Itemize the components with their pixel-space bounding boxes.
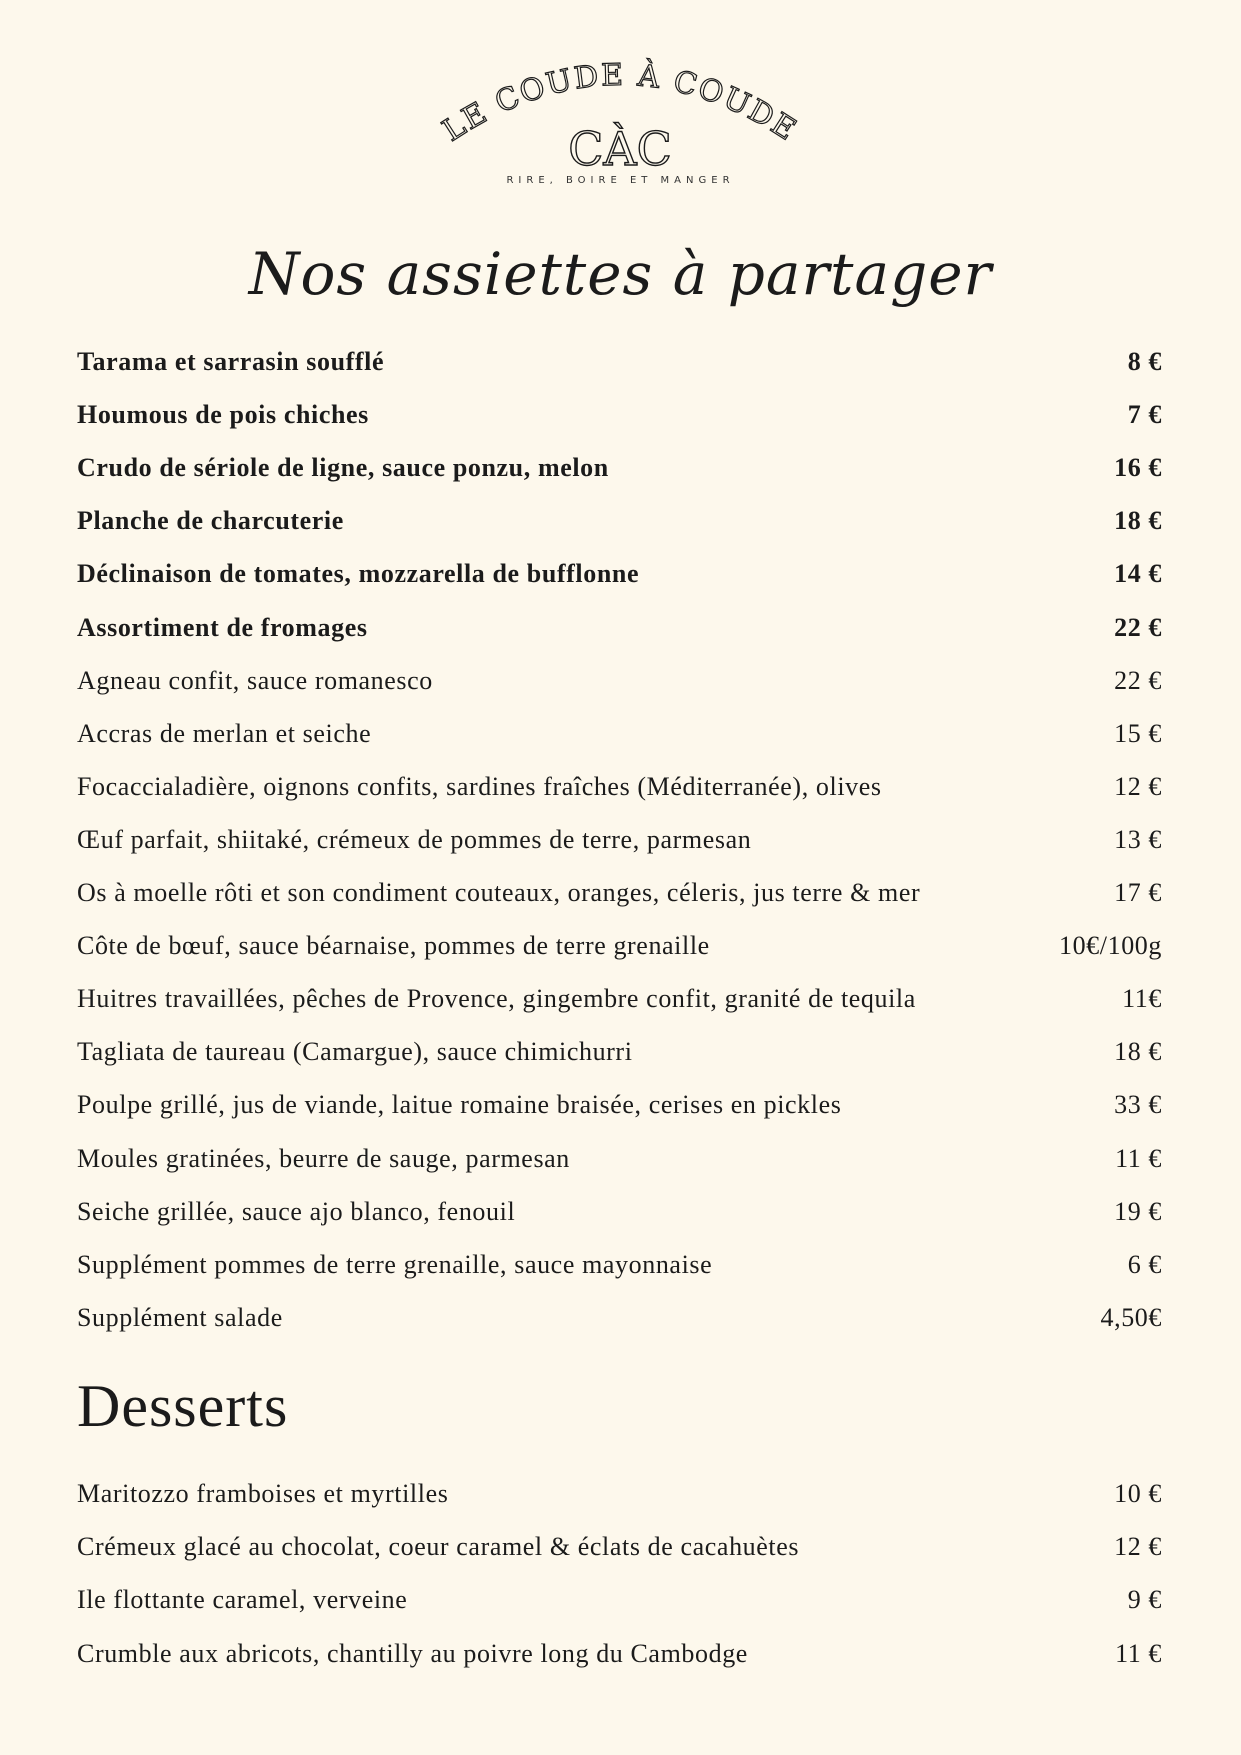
- menu-item: [77, 448, 1162, 488]
- item-price: 18 €: [1114, 506, 1162, 536]
- item-name: Moules gratinées, beurre de sauge, parmesan: [77, 1143, 570, 1173]
- item-price: 10 €: [1114, 1479, 1162, 1508]
- menu-item: [77, 342, 1162, 382]
- menu-item: [77, 554, 1162, 594]
- logo-monogram: CÀC: [568, 122, 672, 176]
- menu-item: [77, 767, 1162, 807]
- item-name: Seiche grillée, sauce ajo blanco, fenouil: [77, 1196, 516, 1226]
- menu-item: [77, 873, 1162, 913]
- item-name: Poulpe grillé, jus de viande, laitue romaine braisée, cerises en pickles: [77, 1090, 842, 1120]
- item-name: Huitres travaillées, pêches de Provence, gingembre confit, granité de tequila: [77, 984, 916, 1014]
- item-price: 13 €: [1114, 824, 1162, 854]
- item-name: Crumble aux abricots, chantilly au poivre long du Cambodge: [77, 1638, 748, 1668]
- menu-item: [77, 661, 1162, 701]
- item-name: Crémeux glacé au chocolat, coeur caramel & éclats de cacahuètes: [77, 1532, 800, 1562]
- item-name: Œuf parfait, shiitaké, crémeux de pommes de terre, parmesan: [77, 824, 752, 854]
- menu-item: [77, 1527, 1162, 1567]
- logo-name: LE COUDE À COUDE: [436, 57, 804, 149]
- item-price: 4,50€: [1100, 1302, 1162, 1332]
- item-price: 14 €: [1114, 559, 1162, 589]
- item-name: Tagliata de taureau (Camargue), sauce chimichurri: [77, 1037, 633, 1067]
- menu-item: [77, 1474, 1162, 1514]
- menu-item: [77, 714, 1162, 754]
- item-name: Focaccialadière, oignons confits, sardines fraîches (Méditerranée), olives: [77, 771, 882, 801]
- item-name: Accras de merlan et seiche: [77, 718, 372, 748]
- menu-item: [77, 1085, 1162, 1125]
- item-price: 11 €: [1115, 1638, 1162, 1668]
- tagline: RIRE, BOIRE ET MANGER: [506, 175, 735, 186]
- item-price: 12 €: [1114, 771, 1162, 801]
- item-price: 33 €: [1114, 1090, 1162, 1120]
- item-name: Supplément salade: [77, 1302, 283, 1332]
- menu-item: [77, 501, 1162, 541]
- item-price: 16 €: [1114, 453, 1162, 483]
- item-price: 6 €: [1127, 1249, 1162, 1279]
- item-price: 7 €: [1127, 400, 1162, 430]
- menu-item: [77, 608, 1162, 648]
- item-name: Ile flottante caramel, verveine: [77, 1585, 408, 1615]
- menu-item: [77, 1139, 1162, 1179]
- item-name: Déclinaison de tomates, mozzarella de bufflonne: [77, 559, 640, 589]
- item-price: 22 €: [1114, 612, 1162, 642]
- item-name: Maritozzo framboises et myrtilles: [77, 1479, 449, 1508]
- item-name: Assortiment de fromages: [77, 612, 368, 642]
- menu-item: [77, 926, 1162, 966]
- item-name: Tarama et sarrasin soufflé: [77, 347, 385, 376]
- section-title: Nos assiettes à partager: [248, 240, 993, 308]
- desserts-title: Desserts: [77, 1373, 289, 1439]
- item-price: 8 €: [1127, 347, 1162, 376]
- item-name: Os à moelle rôti et son condiment couteaux, oranges, céleris, jus terre & mer: [77, 878, 921, 907]
- item-price: 11 €: [1115, 1143, 1162, 1173]
- menu-item: [77, 1245, 1162, 1285]
- item-price: 12 €: [1114, 1532, 1162, 1562]
- item-name: Côte de bœuf, sauce béarnaise, pommes de terre grenaille: [77, 931, 710, 961]
- menu-item: [77, 979, 1162, 1019]
- menu-item: [77, 1192, 1162, 1232]
- item-name: Crudo de sériole de ligne, sauce ponzu, melon: [77, 453, 609, 483]
- menu-item: [77, 1634, 1162, 1674]
- item-price: 17 €: [1114, 878, 1162, 907]
- menu-item: [77, 1580, 1162, 1620]
- item-price: 22 €: [1114, 665, 1162, 695]
- menu-item: [77, 1298, 1162, 1338]
- item-price: 11€: [1122, 984, 1162, 1014]
- menu-item: [77, 395, 1162, 435]
- item-price: 15 €: [1114, 718, 1162, 748]
- item-name: Agneau confit, sauce romanesco: [77, 665, 433, 695]
- item-name: Supplément pommes de terre grenaille, sauce mayonnaise: [77, 1249, 713, 1279]
- item-price: 10€/100g: [1058, 931, 1162, 961]
- item-price: 9 €: [1127, 1585, 1162, 1615]
- item-price: 19 €: [1114, 1196, 1162, 1226]
- item-name: Planche de charcuterie: [77, 506, 344, 536]
- menu-item: [77, 820, 1162, 860]
- menu-item: [77, 1032, 1162, 1072]
- item-price: 18 €: [1114, 1037, 1162, 1067]
- item-name: Houmous de pois chiches: [77, 400, 369, 430]
